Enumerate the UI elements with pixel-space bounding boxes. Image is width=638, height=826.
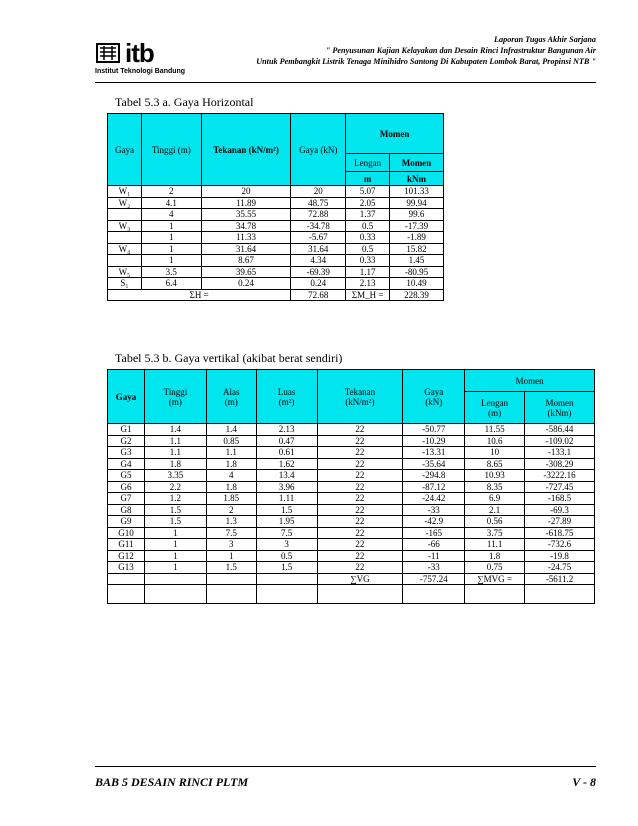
table-cell: -66 [403,539,465,551]
table-cell: 0.33 [346,232,390,244]
table-cell: -80.95 [390,266,444,278]
table-cell: G10 [108,527,145,539]
table-row [108,243,444,255]
table-cell: -294.8 [403,470,465,482]
table-cell: G4 [108,458,145,470]
itb-logo [95,40,185,80]
th-unit-knm: kNm [390,172,444,186]
table-row [108,232,444,244]
footer-divider [95,766,596,767]
table-cell: 22 [317,493,403,505]
table-cell: G3 [108,447,145,459]
table-cell: 1.3 [206,516,256,528]
table-row [108,516,595,528]
table-row [108,220,444,232]
table-cell: 1.8 [144,458,206,470]
table-cell: 3 [206,539,256,551]
th-momen-group: Momen [346,114,444,154]
empty-cell [206,585,256,604]
table-cell: 2 [141,186,201,198]
table-cell: 0.5 [346,243,390,255]
table-cell [108,255,142,267]
table-cell: 2.1 [465,504,525,516]
table-cell: 1.1 [206,447,256,459]
table-cell: 10.6 [465,435,525,447]
th-gaya-kn: Gaya (kN) [291,114,346,186]
th-tinggi: Tinggi (m) [141,114,201,186]
table-cell: -69.3 [525,504,595,516]
table-cell: 34.78 [201,220,291,232]
table-cell: -727.45 [525,481,595,493]
header-divider [95,82,596,83]
table-cell: 1 [141,243,201,255]
table-cell: 4.1 [141,197,201,209]
table-cell: 0.5 [256,550,317,562]
table-cell: 2.2 [144,481,206,493]
table-cell: 22 [317,458,403,470]
table-cell: 7.5 [256,527,317,539]
table-cell: 3.75 [465,527,525,539]
table-cell: 1 [141,232,201,244]
table-cell: 1.8 [206,458,256,470]
table-cell: G2 [108,435,145,447]
table-cell: 1 [144,550,206,562]
table-cell: 1.5 [206,562,256,574]
table-cell: 22 [317,562,403,574]
table-cell: -35.64 [403,458,465,470]
table-cell: 10 [465,447,525,459]
table-b-total-row [108,573,595,585]
th-b-momen-group: Momen [465,370,595,392]
total-mvg-value: -5611.2 [525,573,595,585]
table-cell: 15.82 [390,243,444,255]
th-b-gaya: Gaya [108,370,145,424]
table-cell: 4 [141,209,201,221]
table-cell: -19.8 [525,550,595,562]
th-b-gaya-kn: Gaya (kN) [403,370,465,424]
table-cell: 10.93 [465,470,525,482]
table-cell: 39.65 [201,266,291,278]
table-cell: -165 [403,527,465,539]
table-cell: 11.1 [465,539,525,551]
total-vg-value: -757.24 [403,573,465,585]
table-cell: 1 [144,527,206,539]
table-cell: 10.49 [390,278,444,290]
report-type: Laporan Tugas Akhir Sarjana [494,35,596,44]
table-cell: -27.89 [525,516,595,528]
footer-chapter: BAB 5 DESAIN RINCI PLTM [95,775,249,789]
table-cell: 0.75 [465,562,525,574]
table-cell: -618.75 [525,527,595,539]
empty-cell [256,585,317,604]
table-cell: 1.2 [144,493,206,505]
table-cell: 1 [141,220,201,232]
table-cell: -34.78 [291,220,346,232]
table-cell: 20 [201,186,291,198]
empty-cell [144,573,206,585]
th-b-alas: Alas (m) [206,370,256,424]
table-cell: 1.8 [206,481,256,493]
table-cell: 20 [291,186,346,198]
table-cell: -133.1 [525,447,595,459]
table-cell: 1 [144,562,206,574]
table-cell: 1.11 [256,493,317,505]
table-cell: 22 [317,481,403,493]
table-cell: 4 [206,470,256,482]
table-cell: 1.5 [256,562,317,574]
table-cell: -1.89 [390,232,444,244]
table-cell: G8 [108,504,145,516]
th-b-momen: Momen (kNm) [525,392,595,424]
table-row [108,562,595,574]
empty-cell [403,585,465,604]
footer-page-number: V - 8 [572,775,596,789]
table-cell: 72.88 [291,209,346,221]
table-cell: -5.67 [291,232,346,244]
table-cell: -24.42 [403,493,465,505]
table-cell [108,209,142,221]
table-cell: G13 [108,562,145,574]
table-cell: 1.5 [256,504,317,516]
table-cell: 0.24 [291,278,346,290]
table-cell: -69.39 [291,266,346,278]
table-cell: 3.35 [144,470,206,482]
table-cell: 99.94 [390,197,444,209]
table-cell: 3.96 [256,481,317,493]
table-cell: 1 [206,550,256,562]
total-vg-label: ∑VG [317,573,403,585]
table-cell: 1.1 [144,447,206,459]
table-cell: 11.33 [201,232,291,244]
table-cell: -87.12 [403,481,465,493]
report-title-line1: " Penyusunan Kajian Kelayakan dan Desain Rinci Infrastruktur Bangunan Air [325,46,596,55]
table-cell: S₁ [108,278,142,290]
table-cell: 1.37 [346,209,390,221]
table-a-total-row [108,289,444,301]
table-cell: 1.45 [390,255,444,267]
table-cell: 1.4 [206,424,256,436]
table-cell: G12 [108,550,145,562]
table-row [108,186,444,198]
table-cell: -586.44 [525,424,595,436]
th-momen: Momen [390,154,444,172]
table-cell: 22 [317,527,403,539]
table-row [108,470,595,482]
th-b-lengan: Lengan (m) [465,392,525,424]
table-cell: 2.13 [346,278,390,290]
table-cell: 7.5 [206,527,256,539]
table-cell: -33 [403,504,465,516]
report-title-block [256,34,596,67]
table-cell: 22 [317,504,403,516]
table-row [108,255,444,267]
table-cell: -11 [403,550,465,562]
table-cell: 22 [317,470,403,482]
table-cell: W₅ [108,266,142,278]
table-cell: 0.85 [206,435,256,447]
empty-cell [525,585,595,604]
table-row [108,197,444,209]
empty-cell [465,585,525,604]
table-cell: G11 [108,539,145,551]
table-cell: 1.17 [346,266,390,278]
table-cell: 22 [317,550,403,562]
table-cell: 11.89 [201,197,291,209]
table-b-caption: Tabel 5.3 b. Gaya vertikal (akibat berat sendiri) [115,351,343,365]
table-row [108,209,444,221]
table-cell: G7 [108,493,145,505]
th-tekanan: Tekanan (kN/m²) [201,114,291,186]
table-cell: 31.64 [291,243,346,255]
report-title-line2: Untuk Pembangkit Listrik Tenaga Minihidro Santong Di Kabupaten Lombok Barat, Propinsi NTB " [256,57,596,66]
table-cell: 1.1 [144,435,206,447]
table-cell: -732.6 [525,539,595,551]
table-cell: -3222.16 [525,470,595,482]
table-cell: 5.07 [346,186,390,198]
table-row [108,458,595,470]
table-cell: W₃ [108,220,142,232]
th-b-tekanan: Tekanan (kN/m²) [317,370,403,424]
table-cell: W₂ [108,197,142,209]
table-row [108,504,595,516]
table-cell: -42.9 [403,516,465,528]
table-cell: 1.5 [144,516,206,528]
table-cell: W₁ [108,186,142,198]
table-cell: -13.31 [403,447,465,459]
logo-text: itb [125,38,154,68]
total-h-value: 72.68 [291,289,346,301]
table-cell: 3.5 [141,266,201,278]
table-cell: 1.62 [256,458,317,470]
table-cell: 3 [256,539,317,551]
page-header [0,0,638,82]
itb-emblem-icon [95,40,121,66]
th-unit-m: m [346,172,390,186]
table-cell: 22 [317,424,403,436]
table-cell: 8.65 [465,458,525,470]
th-b-tinggi: Tinggi (m) [144,370,206,424]
table-cell: 1.8 [465,550,525,562]
table-cell: 0.61 [256,447,317,459]
table-cell: 1.85 [206,493,256,505]
table-cell: 8.35 [465,481,525,493]
table-cell: 0.24 [201,278,291,290]
table-a-caption: Tabel 5.3 a. Gaya Horizontal [115,95,254,109]
table-cell: 13.4 [256,470,317,482]
table-cell: -10.29 [403,435,465,447]
table-cell: 1.4 [144,424,206,436]
table-row [108,266,444,278]
table-cell [108,232,142,244]
table-row [108,527,595,539]
table-cell: 22 [317,539,403,551]
empty-cell [108,573,145,585]
table-cell: 8.67 [201,255,291,267]
table-cell: 1.95 [256,516,317,528]
empty-cell [206,573,256,585]
table-row [108,539,595,551]
table-vertical-forces [107,369,595,604]
table-cell: -33 [403,562,465,574]
table-row [108,447,595,459]
table-cell: 22 [317,435,403,447]
table-cell: 35.55 [201,209,291,221]
total-mvg-label: ∑MVG = [465,573,525,585]
table-cell: G1 [108,424,145,436]
table-cell: 0.5 [346,220,390,232]
table-cell: 6.9 [465,493,525,505]
table-row [108,550,595,562]
table-cell: W₄ [108,243,142,255]
logo-subtitle: Institut Teknologi Bandung [95,68,186,75]
th-gaya: Gaya [108,114,142,186]
table-cell: 0.56 [465,516,525,528]
empty-cell [108,585,145,604]
table-row [108,435,595,447]
table-cell: G5 [108,470,145,482]
table-row [108,493,595,505]
table-cell: 22 [317,447,403,459]
table-cell: 48.75 [291,197,346,209]
table-cell: -168.5 [525,493,595,505]
table-cell: 2 [206,504,256,516]
table-row [108,481,595,493]
table-cell: 31.64 [201,243,291,255]
table-cell: 4.34 [291,255,346,267]
table-cell: 1.5 [144,504,206,516]
table-cell: -17.39 [390,220,444,232]
table-cell: 6.4 [141,278,201,290]
total-mh-label: ΣM_H = [346,289,390,301]
table-cell: 0.33 [346,255,390,267]
th-lengan: Lengan [346,154,390,172]
total-h-label: ΣH = [108,289,291,301]
empty-cell [144,585,206,604]
table-cell: 2.05 [346,197,390,209]
table-cell: 22 [317,516,403,528]
table-cell: -24.75 [525,562,595,574]
table-cell: -308.29 [525,458,595,470]
table-cell: 2.13 [256,424,317,436]
table-cell: -50.77 [403,424,465,436]
table-cell: G6 [108,481,145,493]
table-cell: -109.02 [525,435,595,447]
total-mh-value: 228.39 [390,289,444,301]
table-row [108,278,444,290]
th-b-luas: Luas (m²) [256,370,317,424]
table-cell: 1 [144,539,206,551]
table-cell: 11.55 [465,424,525,436]
table-cell: G9 [108,516,145,528]
table-cell: 1 [141,255,201,267]
table-b-blank-row [108,585,595,604]
table-cell: 101.33 [390,186,444,198]
empty-cell [256,573,317,585]
table-cell: 0.47 [256,435,317,447]
table-row [108,424,595,436]
table-cell: 99.6 [390,209,444,221]
table-horizontal-forces [107,113,444,301]
empty-cell [317,585,403,604]
